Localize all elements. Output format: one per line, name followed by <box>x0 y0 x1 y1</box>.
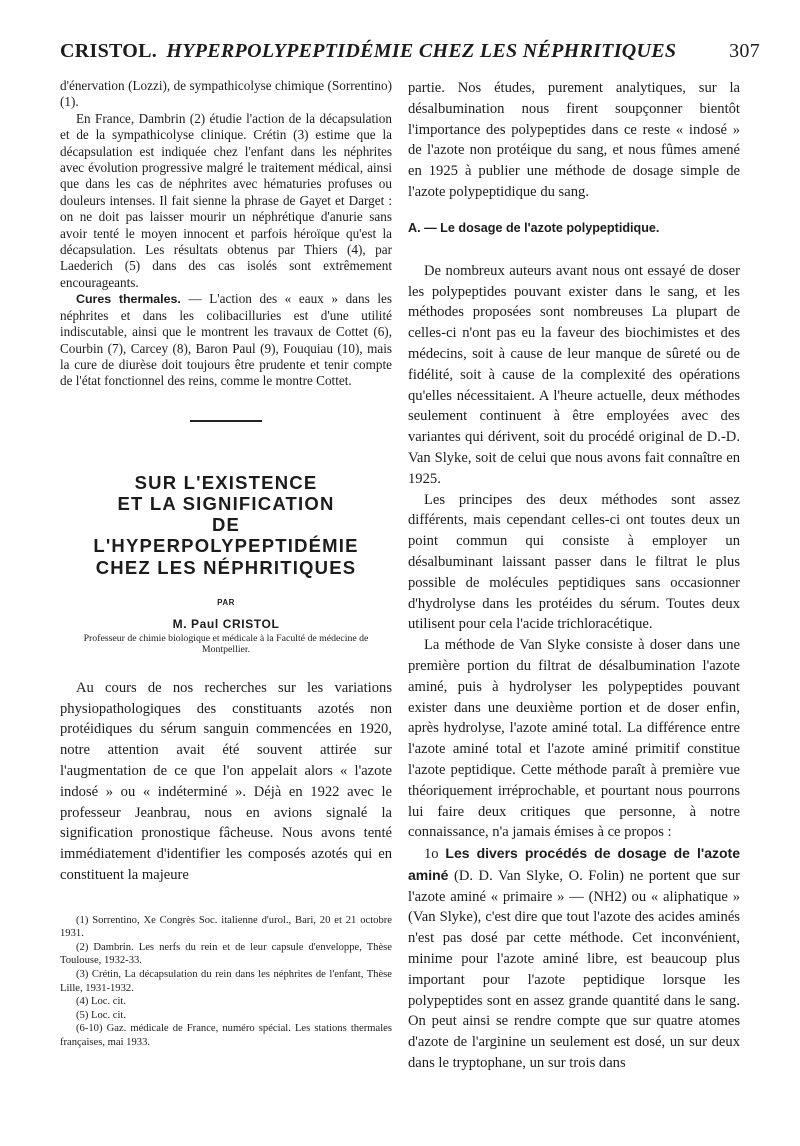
footnote: (2) Dambrin. Les nerfs du rein et de leur capsule d'enveloppe, Thèse Toulouse, 1932-33. <box>60 941 392 967</box>
paragraph: d'énervation (Lozzi), de sympathicolyse chimique (Sorrentino) (1). <box>60 78 392 110</box>
article-title-line: SUR L'EXISTENCE <box>134 471 318 493</box>
article-title <box>60 472 392 578</box>
paragraph: De nombreux auteurs avant nous ont essayé de doser les polypeptides pouvant exister dans le sang, et les méthodes proposées sont nombreuses La plupart de celles-ci n'ont pas eu la faveur des biochimistes et des médecins, soit à cause de leur manque de sûreté ou de fidélité, soit à cause de la complexité des opérations qu'elles nécessitaient. A l'heure actuelle, deux méthodes seulement continuent à être employées avec des variantes qui dérivent, soit du procédé original de D.-D. Van Slyke, soit de celui que nous avons fait connaître en 1925. <box>408 262 740 487</box>
article-title-line: L'HYPERPOLYPEPTIDÉMIE <box>93 535 359 557</box>
header-title: HYPERPOLYPEPTIDÉMIE CHEZ LES NÉPHRITIQUES <box>166 40 677 62</box>
author-affiliation: Professeur de chimie biologique et médicale à la Faculté de médecine de Montpellier. <box>83 632 369 656</box>
article-title-line: DE <box>211 514 241 536</box>
footnote: (5) Loc. cit. <box>76 1009 127 1021</box>
article-author: M. Paul CRISTOL <box>172 616 280 631</box>
right-column <box>408 78 740 1074</box>
paragraph: partie. Nos études, purement analytiques, sur la désalbumination nous firent soupçonner bientôt l'importance des polypeptides dans ce reste « indosé » de l'azote non protéique du sang, et nous fûmes amené en 1925 à publier une méthode de dosage simple de l'azote polypeptidique du sang. <box>408 80 740 200</box>
paragraph: La méthode de Van Slyke consiste à doser dans une première portion du filtrat de désalbumination l'azote aminé, puis à hydrolyser les polypeptides pouvant exister dans une deuxième portion et de doser enfin, après hydrolyse, l'azote aminé total. La différence entre l'azote aminé total et l'azote aminé primitif constitue l'azote peptidique. Cette méthode paraît à première vue théoriquement irréprochable, et pourtant nous pourrons lui faire deux critiques que personne, à notre connaissance, n'a jamais émises à ce propos : <box>408 637 740 841</box>
item-number: 1o <box>424 846 439 863</box>
paragraph: En France, Dambrin (2) étudie l'action de la décapsulation et de la sympathicolyse clinique. Crétin (3) estime que la décapsulation est indiquée chez l'enfant dans les néphrites avec évolution progressive malgré le traitement médical, ainsi que dans les cas de néphrites avec hématuries profuses ou douleurs intenses. Il fait sienne la phrase de Gayet et Darget : on ne doit pas laisser mourir un néphrétique d'anurie sans avoir tenté le moyen innocent et parfois héroïque qu'est la décapsulation. Les résultats obtenus par Thiers (4), par Laederich (5) dans des cas isolés sont extrêmement encourageants. <box>60 110 392 290</box>
left-column <box>60 78 392 1050</box>
running-header <box>60 40 760 68</box>
page-number: 307 <box>729 40 760 62</box>
intro-paragraph: Au cours de nos recherches sur les variations physiopathologiques des constituants azotés non protéidiques du sérum sanguin commencées en 1920, notre attention avait été souvent attirée sur l'augmentation de ce que l'on appelait alors « l'azote indosé » ou « indéterminé ». Déjà en 1922 avec le professeur Jeanbrau, nous en avions signalé la signification pronostique fâcheuse. Nous avons tenté immédiatement d'identifier les composés azotés qui en constituent la majeure <box>60 679 392 883</box>
paragraph-amine-methods <box>408 843 740 1074</box>
footnote: (3) Crétin, La décapsulation du rein dans les néphrites de l'enfant, Thèse Lille, 1931-1932. <box>60 969 392 994</box>
footnote: (1) Sorrentino, Xe Congrès Soc. italienne d'urol., Bari, 20 et 21 octobre 1931. <box>60 914 392 940</box>
paragraph-text: — L'action des « eaux » dans les néphrites et dans les colibacilluries est d'une utilité indiscutable, ainsi que le montrent les travaux de Cottet (6), Courbin (7), Carcey (8), Baron Paul (9), Fouquiau (10), mais la cure de diurèse doit toujours être prudente et tenir compte de l'état fonctionnel des reins, comme le montre Cottet. <box>60 291 392 389</box>
run-in-heading: Cures thermales. <box>76 292 181 307</box>
paragraph: Les principes des deux méthodes sont assez différents, mais cependant celles-ci ont toutes deux un point commun qui consiste à employer un désalbuminant laissant passer dans le filtrat le plus possible de molécules peptidiques sans occasionner d'hydrolyse dans les protéides du sérum. Toutes deux utilisent pour cela l'acide trichloracétique. <box>408 491 740 633</box>
article-title-line: ET LA SIGNIFICATION <box>117 492 335 514</box>
subsection-heading: Les divers procédés de dosage de l'azote aminé <box>408 845 740 883</box>
article-title-line: CHEZ LES NÉPHRITIQUES <box>95 556 357 578</box>
byline-par: PAR <box>217 597 235 607</box>
footnotes <box>60 914 392 1050</box>
footnote: (6-10) Gaz. médicale de France, numéro spécial. Les stations thermales françaises, mai 1933. <box>60 1023 392 1049</box>
footnote: (4) Loc. cit. <box>76 996 127 1008</box>
paragraph-text: (D. D. Van Slyke, O. Folin) ne portent que sur l'azote aminé « primaire » — (NH2) ou « aliphatique » (Van Slyke), c'est dire que tout l'azote des acides aminés n'est pas dosé par cette méthode. Cet inconvénient, minime pour l'azote aminé libre, est beaucoup plus important pour l'azote peptidique lorsque les polypeptides sont en assez grande quantité dans le sang. On peut ainsi se rendre compte que sur quatre atomes d'azote de l'arginine un seulement est dosé, un sur deux dans le tryptophane, un sur trois dans <box>408 867 740 1072</box>
paragraph-thermal-cures <box>60 291 392 389</box>
header-author: CRISTOL. <box>60 40 158 62</box>
section-heading: A. — Le dosage de l'azote polypeptidique. <box>408 220 660 235</box>
